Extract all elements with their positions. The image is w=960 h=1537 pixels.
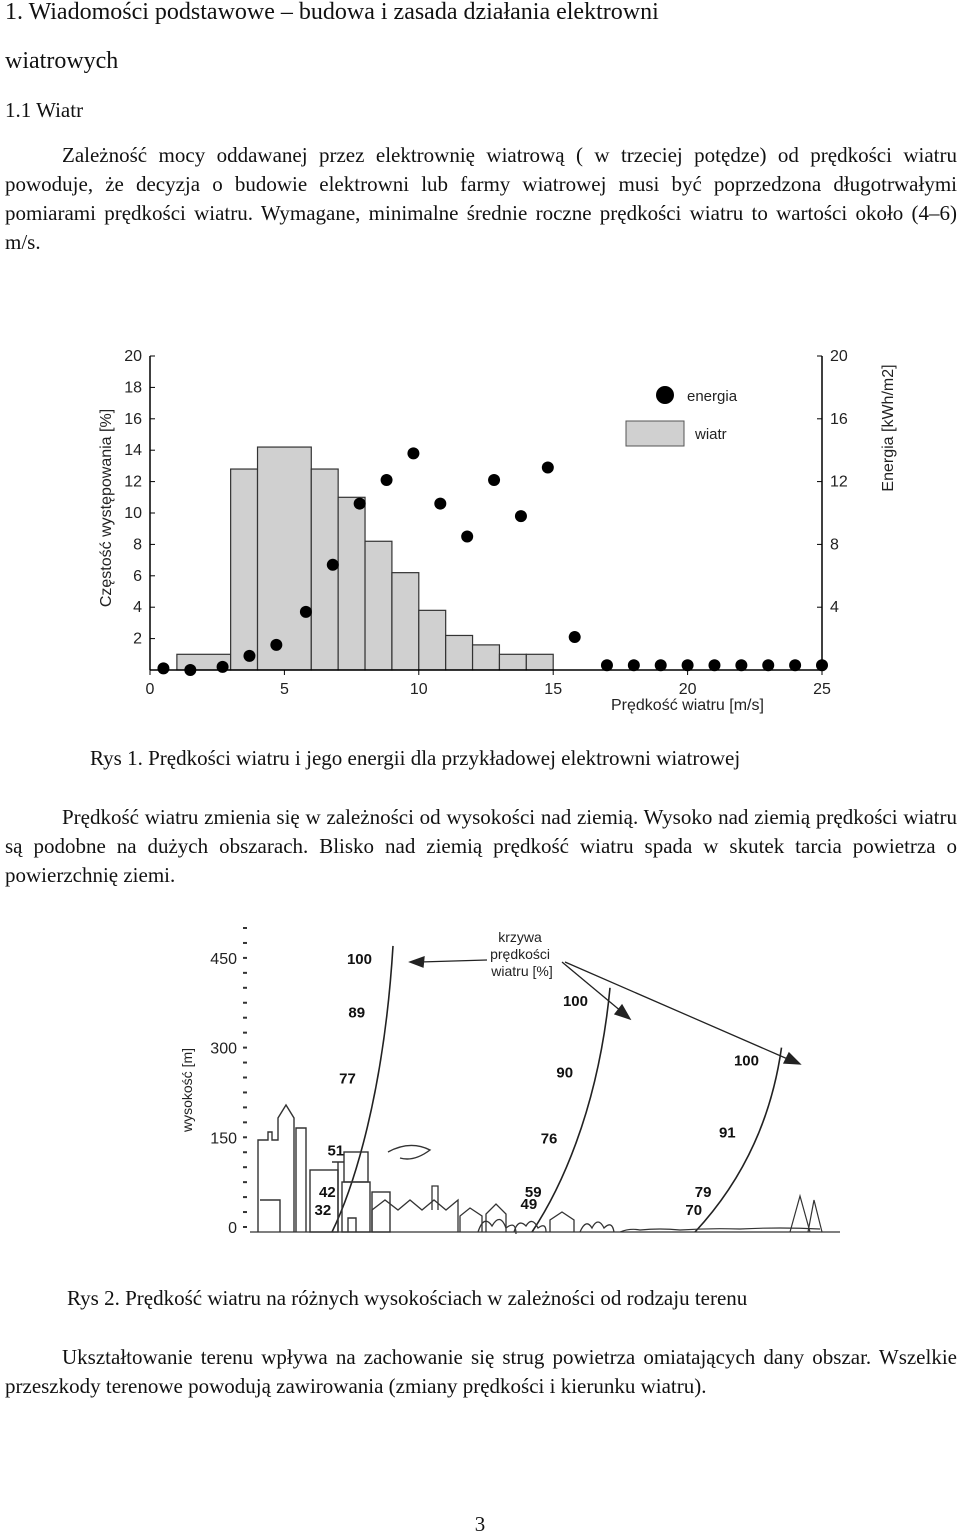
- profile-value-label: 51: [327, 1142, 345, 1160]
- speed-profile-curve-open: [695, 1048, 782, 1232]
- energy-point: [708, 659, 720, 671]
- energy-point: [300, 606, 312, 618]
- annotation-line-3: wiatru [%]: [491, 963, 553, 979]
- energy-point: [217, 661, 229, 673]
- energy-point: [735, 659, 747, 671]
- profile-value-label: 42: [319, 1184, 336, 1202]
- y2-tick-label: 12: [830, 473, 848, 491]
- profile-value-label: 77: [339, 1070, 356, 1088]
- energy-point: [569, 631, 581, 643]
- wind-frequency-bar: [473, 645, 500, 670]
- y-tick-label: 10: [124, 505, 142, 522]
- wind-frequency-bar: [446, 635, 473, 670]
- curve-annotation: [490, 929, 554, 979]
- energy-point: [762, 659, 774, 671]
- profile-value-label: 100: [562, 992, 588, 1010]
- y-axis-label: Częstość występowania [%]: [98, 408, 115, 608]
- energy-point: [682, 659, 694, 671]
- profile-value-label: 70: [685, 1202, 703, 1220]
- y-tick-label: 12: [124, 473, 142, 491]
- x-axis-label: Prędkość wiatru [m/s]: [611, 697, 764, 714]
- legend-dot-marker: [656, 386, 674, 404]
- wind-frequency-bar: [365, 541, 392, 670]
- y2-axis-label: Energia [kWh/m2]: [880, 364, 897, 492]
- y-tick-label: 14: [124, 442, 142, 460]
- x-tick-label: 15: [544, 681, 563, 698]
- energy-point: [184, 664, 196, 676]
- heading-line-2: wiatrowych: [5, 48, 119, 74]
- energy-point: [381, 474, 393, 486]
- x-tick-label: 20: [678, 681, 697, 698]
- profile-value-label: 91: [718, 1124, 736, 1142]
- energy-point: [354, 498, 366, 510]
- x-tick-label: 5: [279, 681, 289, 698]
- energy-point: [789, 659, 801, 671]
- speed-profile-curve-suburb: [532, 988, 610, 1232]
- energy-point: [515, 510, 527, 522]
- height-tick-label: 450: [210, 950, 237, 968]
- energy-point: [407, 447, 419, 459]
- x-tick-label: 10: [409, 681, 428, 698]
- annotation-line-2: prędkości: [490, 946, 551, 962]
- wind-frequency-bar: [499, 654, 526, 670]
- profile-value-label: 100: [346, 950, 372, 968]
- energy-point: [628, 659, 640, 671]
- legend-energia: energia: [687, 388, 738, 405]
- wind-frequency-bar: [526, 654, 553, 670]
- height-tick-label: 150: [210, 1130, 237, 1148]
- profile-value-label: 100: [733, 1052, 759, 1070]
- y-tick-label: 2: [133, 630, 142, 648]
- energy-point: [655, 659, 667, 671]
- energy-point: [542, 461, 554, 473]
- wind-energy-chart: [45, 318, 915, 720]
- wind-height-profile-diagram: [110, 900, 845, 1255]
- speed-profile-curve-city: [332, 946, 393, 1232]
- paragraph-3: Ukształtowanie terenu wpływa na zachowanie się strug powietrza omiatających dany obszar. Wszelkie przeszkody terenowe powodują zawirowania (zmiany prędkości i kierunku wiatru).: [5, 1345, 957, 1398]
- wind-frequency-bar: [338, 497, 365, 670]
- legend-box-marker: [626, 421, 684, 446]
- profile-value-label: 90: [556, 1064, 574, 1082]
- page-number: 3: [474, 1512, 486, 1536]
- profile-value-label: 76: [540, 1130, 558, 1148]
- x-tick-label: 25: [813, 681, 831, 698]
- energy-point: [488, 474, 500, 486]
- y2-tick-label: 8: [830, 536, 839, 554]
- y-tick-label: 20: [124, 348, 142, 365]
- height-tick-label: 300: [210, 1040, 237, 1058]
- wind-frequency-bar: [231, 469, 258, 670]
- height-axis-label: wysokość [m]: [179, 1047, 195, 1133]
- energy-point: [601, 659, 613, 671]
- profile-value-label: 79: [694, 1184, 712, 1202]
- energy-point: [270, 639, 282, 651]
- legend-wiatr: wiatr: [695, 426, 727, 443]
- energy-point: [327, 559, 339, 571]
- wind-frequency-bar: [258, 447, 312, 670]
- energy-point: [816, 659, 828, 671]
- terrain-suburb: [372, 1186, 614, 1234]
- wind-frequency-bar: [392, 573, 419, 670]
- energy-point: [434, 498, 446, 510]
- annotation-line-1: krzywa: [498, 929, 542, 945]
- height-tick-label: 0: [228, 1220, 237, 1237]
- energy-point: [243, 650, 255, 662]
- profile-value-label: 32: [314, 1202, 332, 1220]
- terrain-city: [258, 1105, 430, 1232]
- energy-point: [157, 662, 169, 674]
- y2-tick-label: 20: [830, 348, 848, 365]
- profile-value-label: 59: [524, 1184, 542, 1202]
- energy-point: [461, 531, 473, 543]
- profile-value-label: 89: [348, 1004, 366, 1022]
- y-tick-label: 8: [133, 536, 142, 554]
- y-tick-label: 16: [124, 410, 142, 428]
- y2-tick-label: 16: [830, 410, 848, 428]
- paragraph-1: Zależność mocy oddawanej przez elektrownię wiatrową ( w trzeciej potędze) od prędkości wiatru powoduje, że decyzja o budowie elektrowni lub farmy wiatrowej musi być poprzedzona długotrwałymi pomiarami prędkości wiatru. Wymagane, minimalne średnie roczne prędkości wiatru to wartości około (4–6) m/s.: [5, 143, 957, 254]
- figure-1-caption: Rys 1. Prędkości wiatru i jego energii dla przykładowej elektrowni wiatrowej: [90, 746, 741, 770]
- legend: [626, 386, 738, 446]
- y-tick-label: 4: [133, 599, 142, 617]
- paragraph-2: Prędkość wiatru zmienia się w zależności od wysokości nad ziemią. Wysoko nad ziemią prędkości wiatru są podobne na dużych obszarach. Blisko nad ziemią prędkość wiatru spada w skutek tarcia powietrza o powierzchnię ziemi.: [5, 805, 957, 887]
- y2-tick-label: 4: [830, 599, 839, 617]
- x-tick-label: 0: [145, 681, 155, 698]
- annotation-arrows: [410, 957, 800, 1064]
- profile-value-label: 49: [520, 1196, 538, 1214]
- y-tick-label: 18: [124, 379, 142, 397]
- heading-line-1: 1. Wiadomości podstawowe – budowa i zasada działania elektrowni: [5, 0, 659, 25]
- y-tick-label: 6: [133, 567, 142, 585]
- figure-2-caption: Rys 2. Prędkość wiatru na różnych wysokościach w zależności od rodzaju terenu: [67, 1286, 748, 1310]
- subheading: 1.1 Wiatr: [5, 98, 84, 122]
- wind-frequency-bar: [419, 610, 446, 670]
